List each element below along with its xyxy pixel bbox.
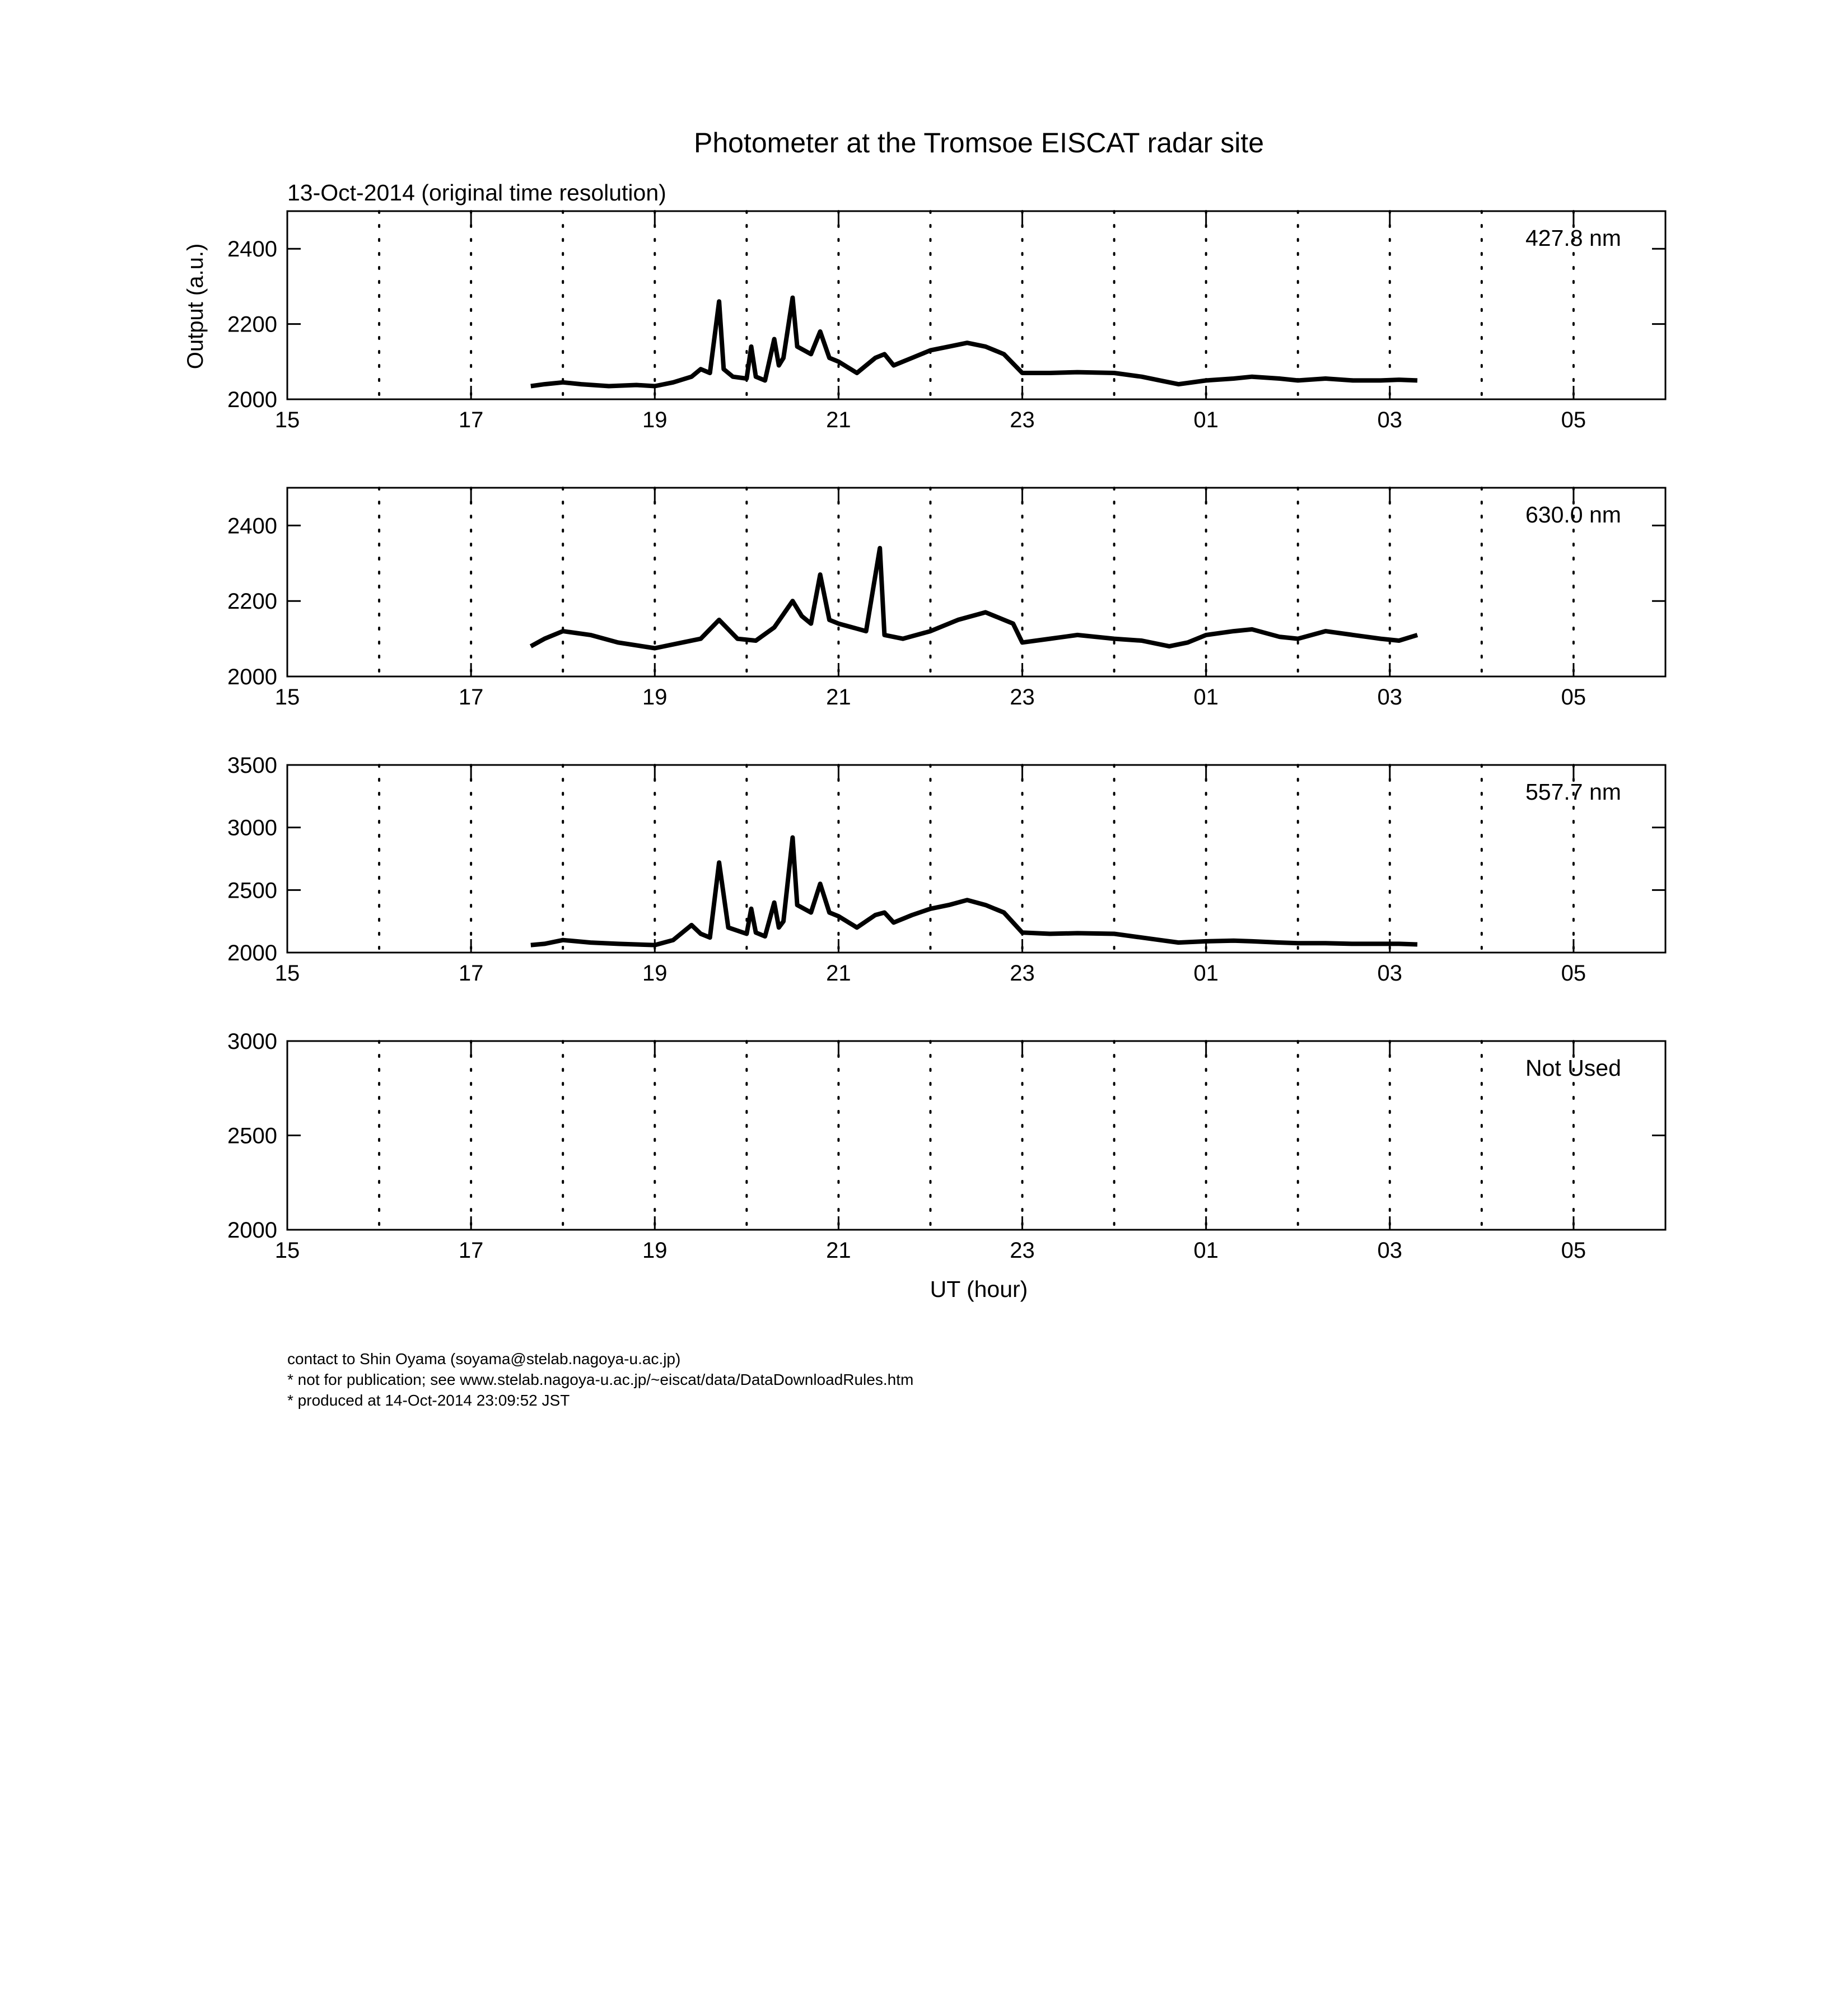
y-axis-label: Output (a.u.) [183,243,208,370]
x-tick-label: 19 [642,408,668,432]
x-tick-label: 19 [642,961,668,986]
x-tick-label: 01 [1193,1238,1219,1263]
x-tick-label: 17 [458,961,484,986]
x-tick-label: 01 [1193,961,1219,986]
x-tick-label: 15 [274,961,300,986]
series-line-1 [531,298,1417,386]
footer-notes [287,1348,913,1411]
x-tick-label: 21 [826,685,851,710]
x-tick-label: 03 [1377,1238,1403,1263]
x-tick-label: 23 [1010,961,1035,986]
y-tick-label: 2500 [227,878,277,903]
x-tick-label: 17 [458,685,484,710]
figure-subtitle: 13-Oct-2014 (original time resolution) [287,180,666,206]
y-tick-label: 2500 [227,1123,277,1149]
channel-label: 630.0 nm [1525,502,1621,528]
y-tick-label: 2200 [227,312,277,337]
x-tick-label: 01 [1193,408,1219,432]
panel-2 [227,488,1665,710]
x-tick-label: 23 [1010,408,1035,432]
publication-note: * not for publication; see www.stelab.nagoya-u.ac.jp/~eiscat/data/DataDownloadRules.htm [287,1371,914,1388]
y-tick-label: 3000 [227,815,277,841]
panel-3 [227,753,1665,986]
channel-label: 557.7 nm [1525,779,1621,805]
y-tick-label: 2000 [227,1218,277,1243]
y-tick-label: 2000 [227,388,277,412]
plot-frame [287,1041,1665,1230]
x-tick-label: 19 [642,1238,668,1263]
x-axis-label: UT (hour) [930,1276,1028,1302]
figure-title: Photometer at the Tromsoe EISCAT radar site [693,127,1264,158]
y-tick-label: 3500 [227,753,277,778]
y-tick-label: 3000 [227,1029,277,1054]
plot-frame [287,765,1665,953]
y-tick-label: 2400 [227,514,277,539]
channel-label: Not Used [1525,1055,1621,1081]
panels-group [227,211,1665,1263]
panel-4 [227,1029,1665,1263]
y-tick-label: 2000 [227,941,277,965]
x-tick-label: 05 [1561,1238,1586,1263]
x-tick-label: 05 [1561,408,1586,432]
series-line-1 [531,838,1417,945]
x-tick-label: 15 [274,408,300,432]
x-tick-label: 05 [1561,961,1586,986]
x-tick-label: 21 [826,408,851,432]
x-tick-label: 15 [274,1238,300,1263]
panel-1 [227,211,1665,432]
x-tick-label: 03 [1377,961,1403,986]
x-tick-label: 15 [274,685,300,710]
plot-frame [287,488,1665,676]
series-line-1 [531,548,1417,648]
x-tick-label: 03 [1377,408,1403,432]
y-tick-label: 2400 [227,237,277,262]
y-tick-label: 2200 [227,589,277,614]
y-tick-label: 2000 [227,665,277,689]
x-tick-label: 17 [458,408,484,432]
channel-label: 427.8 nm [1525,225,1621,251]
x-tick-label: 23 [1010,685,1035,710]
x-tick-label: 21 [826,1238,851,1263]
x-tick-label: 05 [1561,685,1586,710]
x-tick-label: 17 [458,1238,484,1263]
x-tick-label: 21 [826,961,851,986]
contact-note: contact to Shin Oyama (soyama@stelab.nagoya-u.ac.jp) [287,1350,681,1368]
x-tick-label: 01 [1193,685,1219,710]
produced-note: * produced at 14-Oct-2014 23:09:52 JST [287,1392,570,1409]
x-tick-label: 19 [642,685,668,710]
plot-frame [287,211,1665,399]
x-tick-label: 23 [1010,1238,1035,1263]
x-tick-label: 03 [1377,685,1403,710]
